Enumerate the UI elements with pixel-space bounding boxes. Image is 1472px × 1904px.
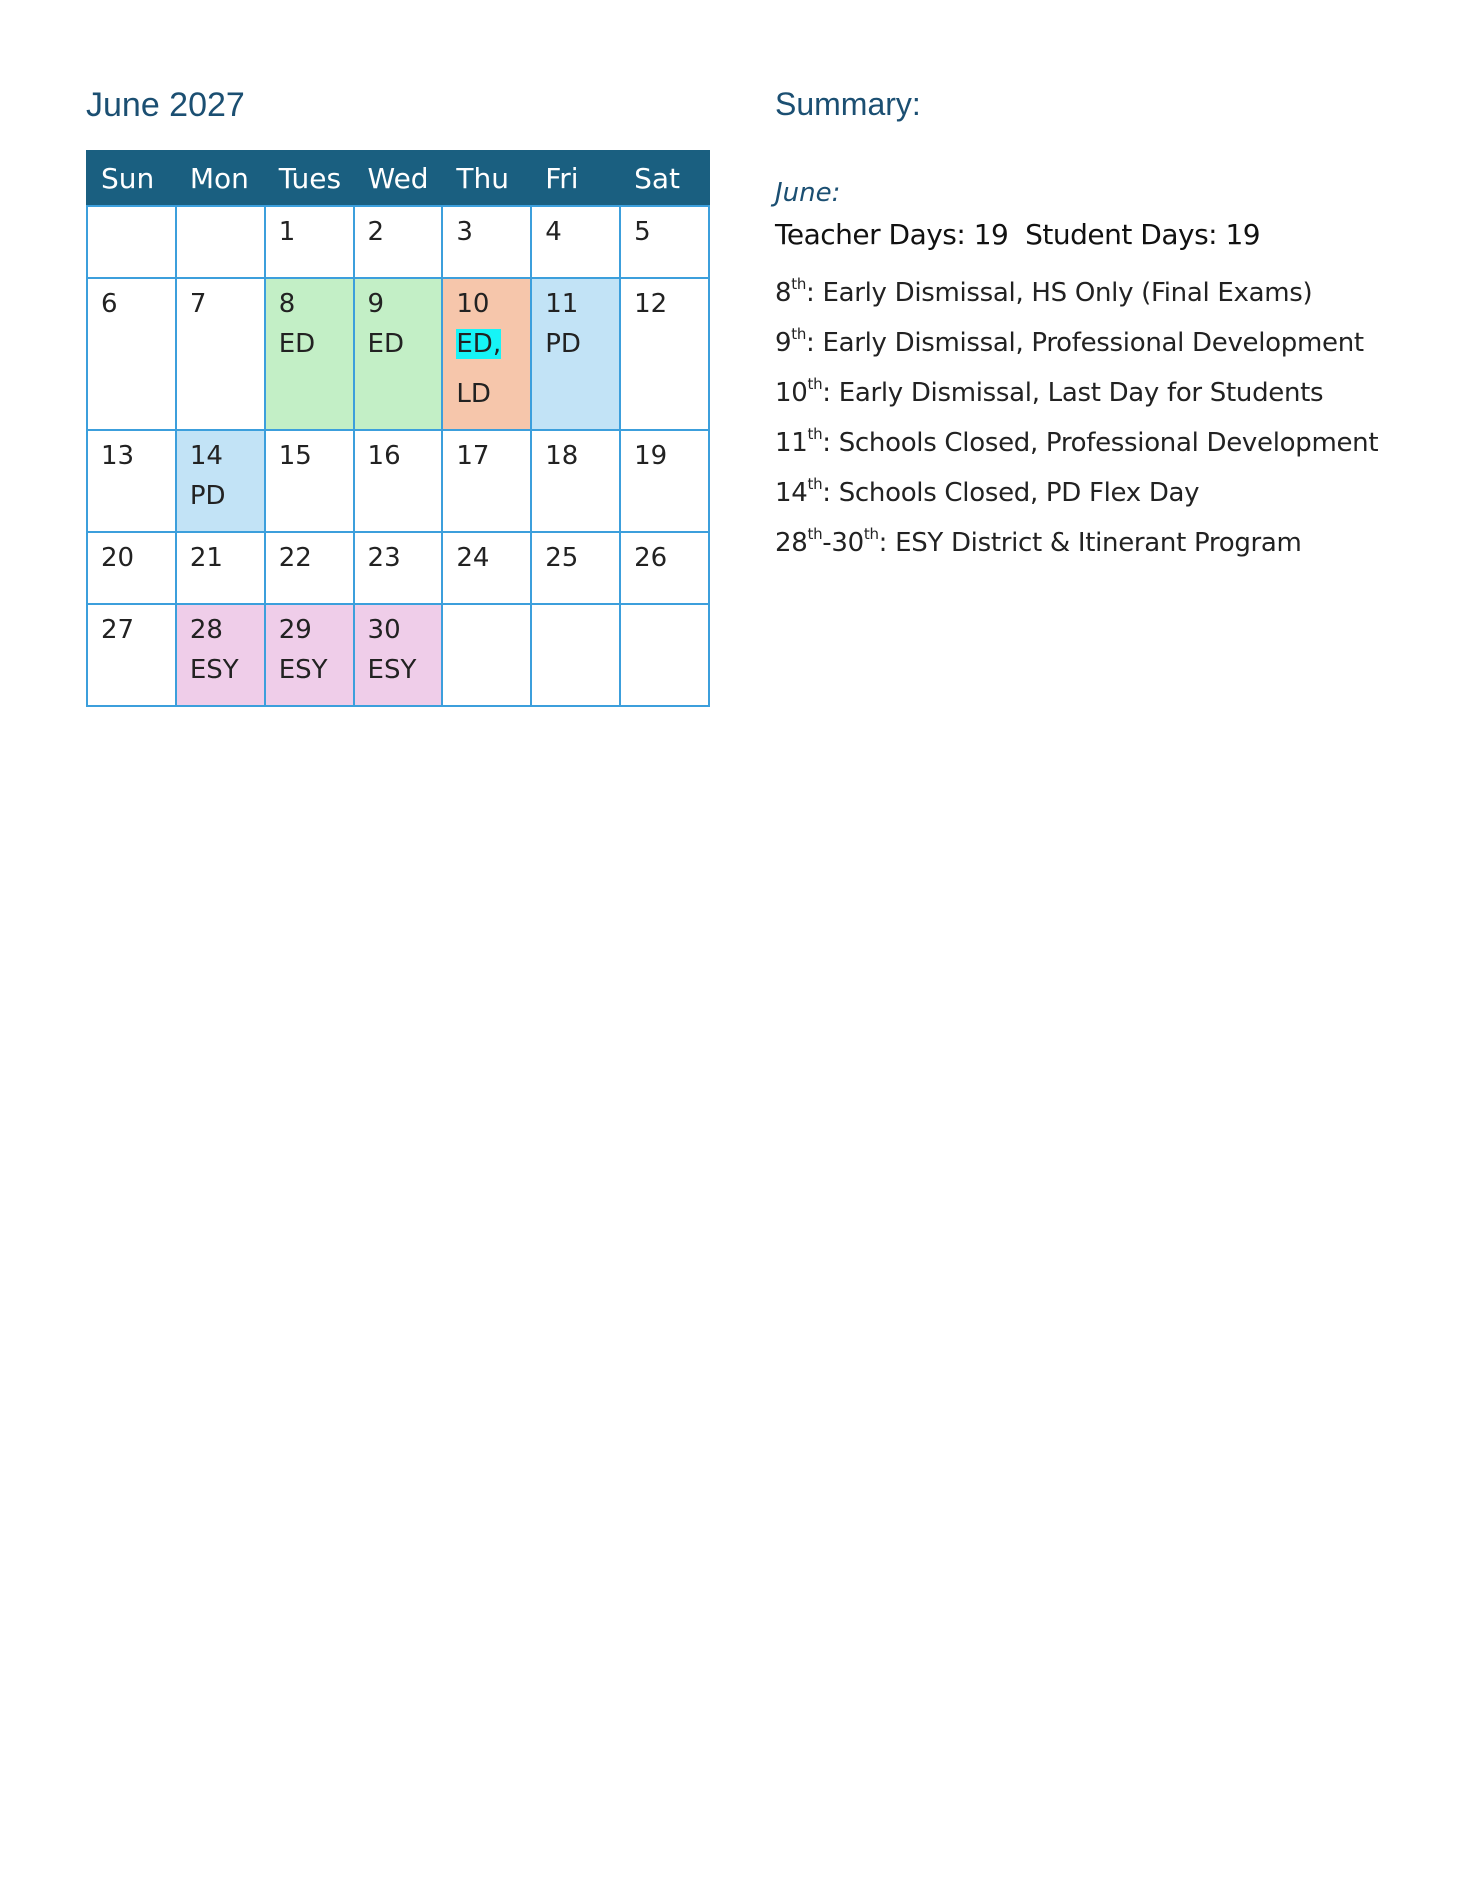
summary-title: Summary: (775, 86, 921, 122)
event-date: 14 (775, 478, 808, 508)
weekday-header: Mon (176, 151, 265, 206)
day-number: 23 (367, 543, 401, 573)
week-row (87, 532, 709, 604)
day-event-label: LD (456, 379, 491, 409)
day-number: 9 (367, 289, 385, 319)
summary-event-list (775, 268, 1378, 568)
day-cell-last-day (442, 278, 531, 430)
day-number: 27 (101, 615, 135, 645)
event-date-suffix: th (791, 275, 807, 293)
day-cell (354, 430, 443, 532)
day-cell (442, 430, 531, 532)
day-cell-esy (176, 604, 265, 706)
day-cell (620, 604, 709, 706)
day-cell-esy (354, 604, 443, 706)
event-date-suffix: th (807, 375, 823, 393)
teacher-student-days: Teacher Days: 19 Student Days: 19 (775, 218, 1261, 251)
weekday-header: Sat (620, 151, 709, 206)
day-number: 19 (634, 441, 668, 471)
day-number: 22 (278, 543, 312, 573)
event-date-suffix: th (807, 425, 823, 443)
day-cell (87, 532, 176, 604)
event-date: 8 (775, 278, 792, 308)
day-number: 21 (189, 543, 223, 573)
day-cell (531, 532, 620, 604)
day-number: 30 (367, 615, 401, 645)
day-cell-esy (265, 604, 354, 706)
day-number: 29 (278, 615, 312, 645)
summary-month-label: June: (775, 178, 841, 208)
event-description: : Early Dismissal, Professional Development (806, 328, 1364, 358)
day-number (456, 615, 530, 635)
weekday-header: Tues (265, 151, 354, 206)
highlighted-event-label: ED, (456, 329, 502, 359)
event-description: : Schools Closed, Professional Development (822, 428, 1379, 458)
day-cell (87, 604, 176, 706)
day-event-label: ESY (189, 655, 239, 685)
day-cell (620, 278, 709, 430)
day-number: 28 (189, 615, 223, 645)
day-cell-early-dismissal (265, 278, 354, 430)
day-event-label: ED (278, 329, 316, 359)
event-date-suffix: th (791, 325, 807, 343)
weekday-header: Sun (87, 151, 176, 206)
day-number: 11 (545, 289, 579, 319)
summary-event-item (775, 418, 1378, 468)
week-row (87, 206, 709, 278)
summary-event-item (775, 318, 1378, 368)
day-number: 10 (456, 289, 490, 319)
weekday-header: Wed (354, 151, 443, 206)
day-cell (620, 532, 709, 604)
day-number: 12 (634, 289, 668, 319)
weekday-header-row (87, 151, 709, 206)
event-description: : Early Dismissal, HS Only (Final Exams) (806, 278, 1313, 308)
summary-event-item (775, 468, 1378, 518)
day-event-label-wrap (456, 319, 530, 369)
day-cell (87, 278, 176, 430)
month-calendar (86, 150, 710, 707)
day-cell (354, 206, 443, 278)
day-cell-professional-development (176, 430, 265, 532)
summary-event-item (775, 268, 1378, 318)
day-cell (87, 206, 176, 278)
weekday-header: Thu (442, 151, 531, 206)
day-number: 5 (634, 217, 651, 247)
day-number: 26 (634, 543, 668, 573)
day-event-label: PD (545, 329, 581, 359)
event-date-suffix: th (807, 475, 823, 493)
day-number: 18 (545, 441, 579, 471)
summary-event-item (775, 368, 1378, 418)
week-row (87, 430, 709, 532)
day-cell (442, 206, 531, 278)
day-number: 1 (278, 217, 296, 247)
day-number: 13 (101, 441, 135, 471)
event-date: 10 (775, 378, 808, 408)
day-number: 24 (456, 543, 490, 573)
day-cell (176, 532, 265, 604)
day-cell (176, 278, 265, 430)
day-number: 14 (189, 441, 223, 471)
day-number: 20 (101, 543, 135, 573)
day-cell (531, 206, 620, 278)
day-number: 2 (367, 217, 385, 247)
day-number: 6 (101, 289, 118, 319)
day-cell-early-dismissal (354, 278, 443, 430)
event-date: 11 (775, 428, 808, 458)
event-date: 28 (775, 528, 808, 558)
day-number: 4 (545, 217, 562, 247)
day-cell (265, 206, 354, 278)
day-cell (531, 604, 620, 706)
day-number: 7 (189, 289, 207, 319)
day-number: 16 (367, 441, 401, 471)
day-number (101, 217, 175, 237)
day-event-label: PD (189, 481, 226, 511)
day-cell (620, 206, 709, 278)
event-date-suffix: th (863, 525, 879, 543)
week-row (87, 604, 709, 706)
day-cell (265, 532, 354, 604)
day-number: 17 (456, 441, 490, 471)
event-date-end: -30 (822, 528, 864, 558)
day-cell (442, 604, 531, 706)
day-cell (620, 430, 709, 532)
summary-event-item (775, 518, 1378, 568)
day-event-label: ED (367, 329, 404, 359)
day-cell (442, 532, 531, 604)
day-cell (87, 430, 176, 532)
event-description: : Schools Closed, PD Flex Day (822, 478, 1200, 508)
day-number (545, 615, 619, 635)
day-number: 3 (456, 217, 473, 247)
day-number (634, 615, 708, 635)
week-row (87, 278, 709, 430)
event-description: : ESY District & Itinerant Program (878, 528, 1302, 558)
day-event-label: ESY (367, 655, 417, 685)
day-number (190, 217, 264, 237)
calendar-title: June 2027 (86, 86, 245, 124)
day-cell (531, 430, 620, 532)
event-date: 9 (775, 328, 792, 358)
day-cell (265, 430, 354, 532)
day-cell-professional-development (531, 278, 620, 430)
day-event-label: ESY (278, 655, 328, 685)
day-number: 15 (278, 441, 312, 471)
day-cell (176, 206, 265, 278)
day-number: 25 (545, 543, 579, 573)
weekday-header: Fri (531, 151, 620, 206)
event-description: : Early Dismissal, Last Day for Students (822, 378, 1324, 408)
day-number: 8 (278, 289, 296, 319)
day-cell (354, 532, 443, 604)
event-date-suffix: th (807, 525, 823, 543)
